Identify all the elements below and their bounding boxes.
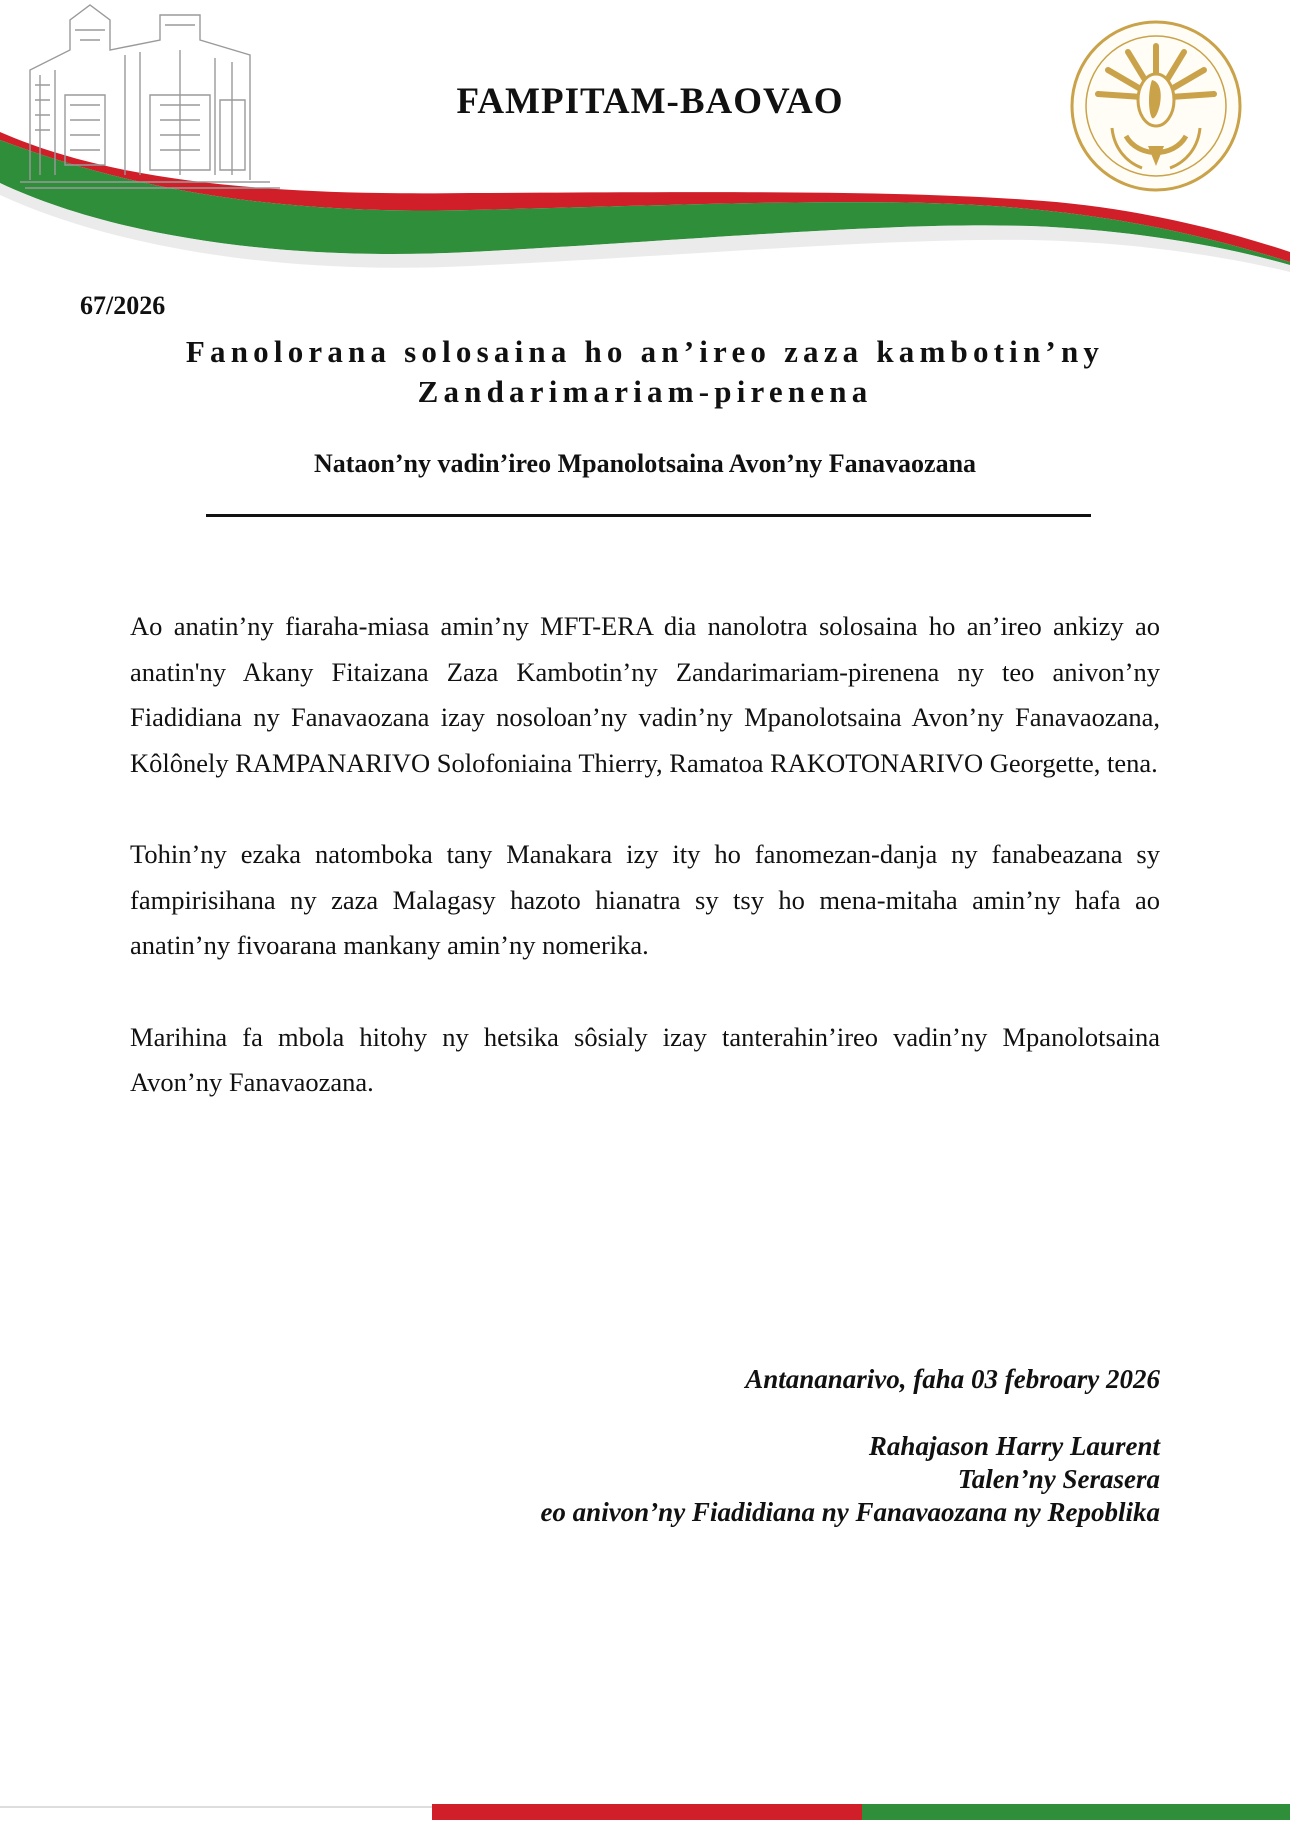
body-paragraph: Marihina fa mbola hitohy ny hetsika sôsialy izay tanterahin’ireo vadin’ny Mpanolotsaina Avon’ny Fanavaozana.	[130, 1021, 1160, 1097]
signer-office: eo anivon’ny Fiadidiana ny Fanavaozana ny Repoblika	[540, 1497, 1160, 1527]
reference-number: 67/2026	[80, 291, 166, 320]
body-paragraph: Ao anatin’ny fiaraha-miasa amin’ny MFT-ERA dia nanolotra solosaina ho an’ireo ankizy ao anatin'ny Akany Fitaizana Zaza Kambotin’ny Zandarimariam-pirenena ny teo anivon’ny Fiadidiana ny Fanavaozana izay nosoloan’ny vadin’ny Mpanolotsaina Avon’ny Fanavaozana, Kôlônely RAMPANARIVO Solofoniaina Thierry, Ramatoa RAKOTONARIVO Georgette, tena.	[130, 611, 1160, 778]
title-divider	[206, 514, 1091, 517]
place-and-date: Antananarivo, faha 03 febroary 2026	[745, 1364, 1160, 1394]
body-paragraph: Tohin’ny ezaka natomboka tany Manakara izy ity ho fanomezan-danja ny fanabeazana sy fampirisihana ny zaza Malagasy hazoto hianatra sy tsy ho mena-mitaha amin’ny hafa ao anatin’ny fivoarana mankany amin’ny nomerika.	[130, 839, 1160, 960]
letterhead	[0, 0, 1290, 290]
signer-role: Talen’ny Serasera	[957, 1464, 1160, 1494]
press-release-subtitle: Nataon’ny vadin’ireo Mpanolotsaina Avon’ny Fanavaozana	[313, 449, 977, 478]
signer-name: Rahajason Harry Laurent	[868, 1431, 1160, 1461]
press-release-body	[130, 604, 1160, 1152]
signature-block	[300, 1430, 1160, 1529]
press-release-title: Fanolorana solosaina ho an’ireo zaza kambotin’ny Zandarimariam-pirenena	[185, 334, 1105, 409]
document-type-heading: FAMPITAM-BAOVAO	[456, 81, 844, 122]
footer-flag-bar	[0, 1802, 1290, 1821]
